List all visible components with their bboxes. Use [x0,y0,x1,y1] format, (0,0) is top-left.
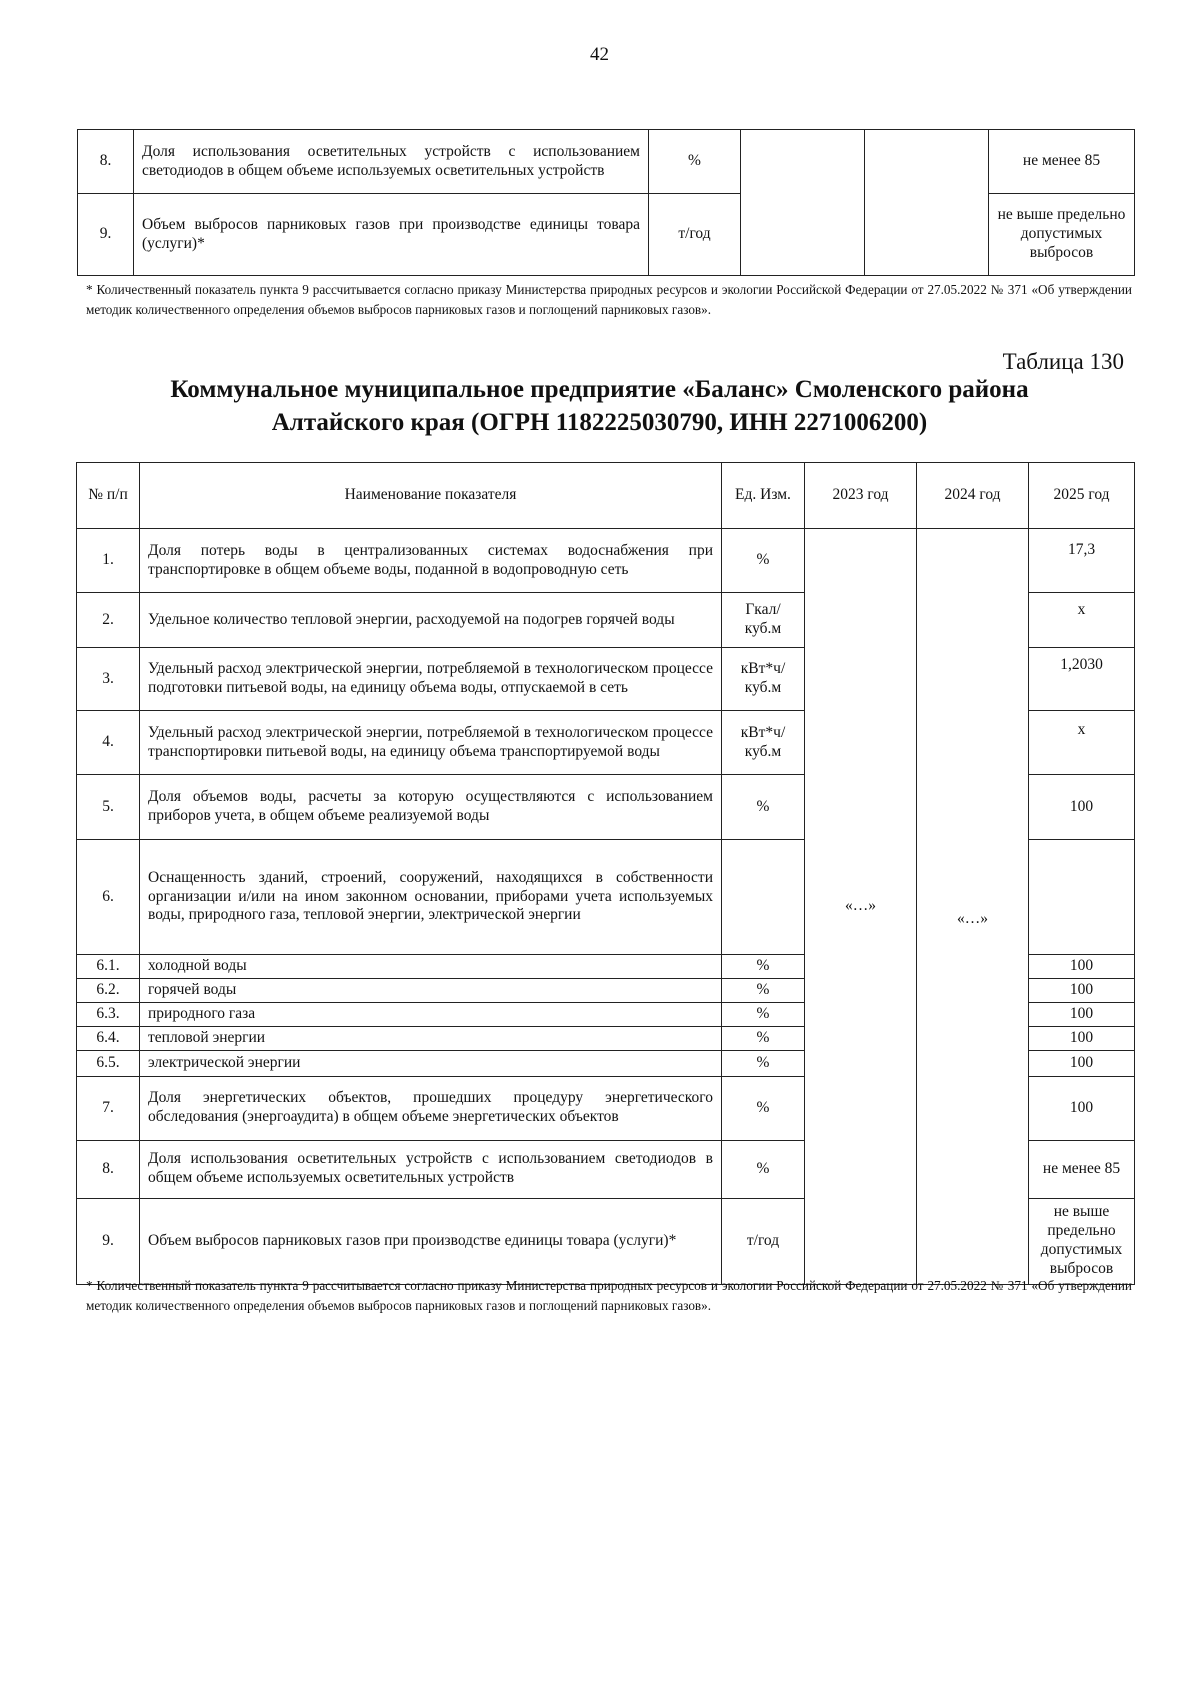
year-2025-cell: 100 [1029,1076,1135,1140]
year-2023-merged-cell: «…» [805,529,917,1285]
table-row [78,130,1135,194]
indicator-name: Доля использования осветительных устройств с использованием светодиодов в общем объеме используемых осветительных устройств [140,1140,722,1198]
footnote: * Количественный показатель пункта 9 рассчитывается согласно приказу Министерства природных ресурсов и экологии Российской Федерации от 27.05.2022 № 371 «Об утверждении методик количественного определения объемов выбросов парниковых газов и поглощений парниковых газов». [86,1278,1132,1313]
unit-cell: % [722,1002,805,1026]
unit-cell: % [722,529,805,593]
header-2025: 2025 год [1029,463,1135,529]
row-number: 1. [77,529,140,593]
indicator-name: Доля объемов воды, расчеты за которую осуществляются с использованием приборов учета, в общем объеме реализуемой воды [140,775,722,840]
unit-cell: % [722,978,805,1002]
row-number: 7. [77,1076,140,1140]
indicator-name: Удельный расход электрической энергии, потребляемой в технологическом процессе транспортировки питьевой воды, на единицу объема транспортируемой воды [140,711,722,775]
row-number: 6.1. [77,955,140,979]
indicator-name: Объем выбросов парниковых газов при производстве единицы товара (услуги)* [140,1198,722,1284]
unit-cell: % [722,955,805,979]
header-2023: 2023 год [805,463,917,529]
page-number: 42 [590,44,609,65]
row-number: 6. [77,840,140,955]
year-2025-cell: 17,3 [1029,529,1135,593]
row-number: 6.5. [77,1050,140,1076]
year-2025-cell: 100 [1029,1050,1135,1076]
unit-cell: % [722,1140,805,1198]
unit-cell: Гкал/ куб.м [722,593,805,648]
indicator-name: Доля использования осветительных устройств с использованием светодиодов в общем объеме используемых осветительных устройств [134,130,649,194]
row-number: 6.4. [77,1026,140,1050]
indicator-name: природного газа [140,1002,722,1026]
unit-cell: т/год [722,1198,805,1284]
unit-cell: % [722,775,805,840]
indicators-table [76,462,1135,1285]
indicator-name: Удельное количество тепловой энергии, расходуемой на подогрев горячей воды [140,593,722,648]
year-2024-cell [865,130,989,276]
unit-cell: % [722,1026,805,1050]
previous-table-continuation [77,129,1135,276]
row-number: 5. [77,775,140,840]
unit-cell: % [722,1076,805,1140]
year-2025-cell: 100 [1029,978,1135,1002]
row-number: 2. [77,593,140,648]
table-header-row [77,463,1135,529]
year-2025-cell: х [1029,711,1135,775]
indicator-name: электрической энергии [140,1050,722,1076]
indicator-name: холодной воды [140,955,722,979]
row-number: 8. [77,1140,140,1198]
year-2025-cell: 100 [1029,1002,1135,1026]
year-2025-cell: не выше предельно допустимых выбросов [989,194,1135,276]
row-number: 6.3. [77,1002,140,1026]
row-number: 8. [78,130,134,194]
year-2025-cell [1029,840,1135,955]
year-2025-cell: х [1029,593,1135,648]
header-name: Наименование показателя [140,463,722,529]
year-2025-cell: 100 [1029,1026,1135,1050]
indicator-name: Удельный расход электрической энергии, потребляемой в технологическом процессе подготовки питьевой воды, на единицу объема воды, отпускаемой в сеть [140,648,722,711]
table-label: Таблица 130 [1002,349,1124,374]
row-number: 9. [78,194,134,276]
row-number: 3. [77,648,140,711]
unit-cell: % [649,130,741,194]
year-2025-cell: 1,2030 [1029,648,1135,711]
header-2024: 2024 год [917,463,1029,529]
table-row [77,529,1135,593]
row-number: 4. [77,711,140,775]
footnote: * Количественный показатель пункта 9 рассчитывается согласно приказу Министерства природных ресурсов и экологии Российской Федерации от 27.05.2022 № 371 «Об утверждении методик количественного определения объемов выбросов парниковых газов и поглощений парниковых газов». [86,282,1132,317]
year-2025-cell: не менее 85 [1029,1140,1135,1198]
header-number: № п/п [77,463,140,529]
year-2025-cell: не менее 85 [989,130,1135,194]
indicator-name: Доля потерь воды в централизованных системах водоснабжения при транспортировке в общем объеме воды, поданной в водопроводную сеть [140,529,722,593]
row-number: 9. [77,1198,140,1284]
unit-cell: кВт*ч/ куб.м [722,711,805,775]
year-2025-cell: 100 [1029,955,1135,979]
indicator-name: Объем выбросов парниковых газов при производстве единицы товара (услуги)* [134,194,649,276]
unit-cell: кВт*ч/ куб.м [722,648,805,711]
row-number: 6.2. [77,978,140,1002]
header-unit: Ед. Изм. [722,463,805,529]
indicator-name: Оснащенность зданий, строений, сооружений, находящихся в собственности организации и/или на ином законном основании, приборами учета используемых воды, природного газа, тепловой энергии, электрической энергии [140,840,722,955]
indicator-name: горячей воды [140,978,722,1002]
year-2025-cell: 100 [1029,775,1135,840]
year-2025-cell: не выше предельно допустимых выбросов [1029,1198,1135,1284]
table-title-line-2: Алтайского края (ОГРН 1182225030790, ИНН 2271006200) [271,409,928,436]
unit-cell [722,840,805,955]
year-2023-cell [741,130,865,276]
table-title-line-1: Коммунальное муниципальное предприятие «Баланс» Смоленского района [170,376,1029,403]
year-2024-merged-cell: «…» [917,529,1029,1285]
indicator-name: Доля энергетических объектов, прошедших процедуру энергетического обследования (энергоаудита) в общем объеме энергетических объектов [140,1076,722,1140]
unit-cell: т/год [649,194,741,276]
unit-cell: % [722,1050,805,1076]
indicator-name: тепловой энергии [140,1026,722,1050]
